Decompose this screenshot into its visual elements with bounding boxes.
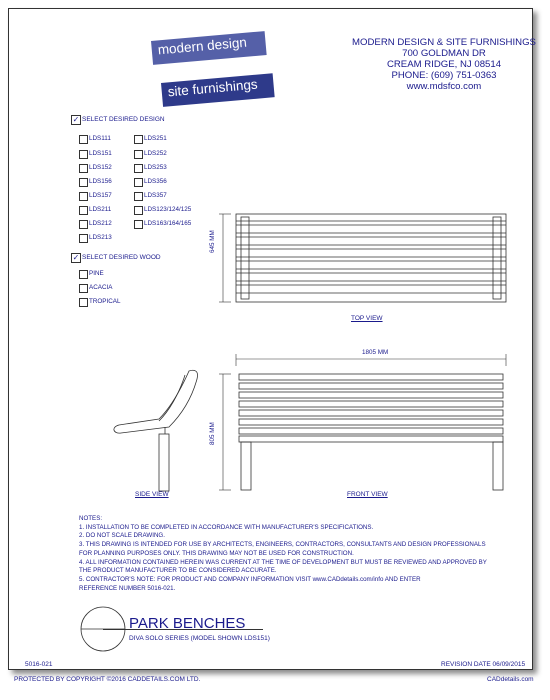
side-view-label: SIDE VIEW (135, 491, 169, 498)
option-label: LDS251 (144, 135, 167, 142)
option-label: LDS123/124/125 (144, 206, 192, 213)
front-height-dimension: 805 MM (209, 422, 216, 445)
option-label: LDS156 (89, 178, 112, 185)
note-line: REFERENCE NUMBER 5016-021. (79, 584, 176, 592)
page-subtitle: DIVA SOLO SERIES (MODEL SHOWN LDS151) (129, 635, 270, 642)
drawing-sheet (8, 8, 536, 670)
option-label: LDS157 (89, 192, 112, 199)
option-label: LDS212 (89, 220, 112, 227)
company-address1: 700 GOLDMAN DR (402, 48, 486, 59)
option-label: LDS253 (144, 164, 167, 171)
option-label: LDS252 (144, 150, 167, 157)
option-label: LDS211 (89, 206, 112, 213)
logo-text-line1: modern design (157, 34, 248, 58)
wood-option-label: PINE (89, 270, 104, 277)
front-view-drawing (219, 354, 506, 490)
wood-option-label: TROPICAL (89, 298, 121, 305)
note-line: FOR PLANNING PURPOSES ONLY. THIS DRAWING MAY NOT BE USED FOR CONSTRUCTION. (79, 549, 354, 557)
title-symbol-icon (75, 605, 135, 665)
wood-selector-header: SELECT DESIRED WOOD (82, 254, 161, 261)
option-label: LDS163/164/165 (144, 220, 192, 227)
reference-number: 5016-021 (25, 661, 53, 668)
front-view-label: FRONT VIEW (347, 491, 388, 498)
option-label: LDS357 (144, 192, 167, 199)
note-line: 5. CONTRACTOR'S NOTE: FOR PRODUCT AND COMPANY INFORMATION VISIT www.CADdetails.com/info AND ENTER (79, 575, 421, 583)
company-website: www.mdsfco.com (406, 81, 482, 92)
wood-header-checkbox[interactable]: ✓ (72, 253, 80, 262)
note-line: 3. THIS DRAWING IS INTENDED FOR USE BY ARCHITECTS, ENGINEERS, CONTRACTORS, CONSULTANTS AND DESIGN PROFESSIONALS (79, 541, 486, 549)
logo-text-line2: site furnishings (167, 76, 259, 100)
note-line: 1. INSTALLATION TO BE COMPLETED IN ACCORDANCE WITH MANUFACTURER'S SPECIFICATIONS. (79, 523, 374, 531)
top-view-label: TOP VIEW (351, 315, 383, 322)
option-label: LDS151 (89, 150, 112, 157)
note-line: THE PRODUCT MANUFACTURER TO BE CONSIDERED ACCURATE. (79, 567, 277, 575)
option-label: LDS356 (144, 178, 167, 185)
note-line: 2. DO NOT SCALE DRAWING. (79, 532, 165, 540)
site-link[interactable]: CADdetails.com (487, 676, 534, 683)
note-line: 4. ALL INFORMATION CONTAINED HEREIN WAS CURRENT AT THE TIME OF DEVELOPMENT BUT MUST BE REVIEWED AND APPROVED BY (79, 558, 487, 566)
top-depth-dimension: 645 MM (209, 230, 216, 253)
company-address2: CREAM RIDGE, NJ 08514 (386, 59, 502, 70)
company-phone: PHONE: (609) 751-0363 (391, 70, 497, 81)
revision-date: REVISION DATE 06/09/2015 (441, 661, 526, 668)
option-label: LDS152 (89, 164, 112, 171)
option-label: LDS213 (89, 234, 112, 241)
company-name: MODERN DESIGN & SITE FURNISHINGS (352, 37, 536, 48)
option-label: LDS111 (89, 135, 111, 142)
top-view-drawing (219, 214, 506, 302)
copyright-notice: PROTECTED BY COPYRIGHT ©2016 CADDETAILS.COM LTD. (14, 676, 201, 683)
wood-option-label: ACACIA (89, 284, 113, 291)
side-view-drawing (114, 370, 198, 491)
design-header-checkbox[interactable]: ✓ (72, 115, 80, 124)
front-width-dimension: 1805 MM (362, 349, 389, 356)
notes-header: NOTES: (79, 515, 103, 522)
page-title: PARK BENCHES (129, 615, 246, 632)
notes-block (79, 515, 487, 593)
design-selector-header: SELECT DESIRED DESIGN (82, 116, 165, 123)
